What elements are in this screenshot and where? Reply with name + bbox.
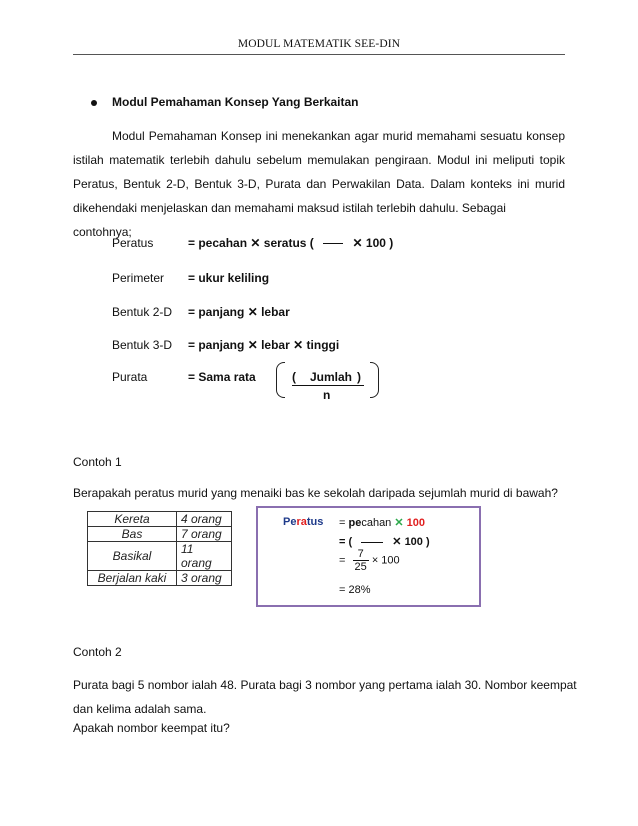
def-eq-bentuk3d: = panjang ✕ lebar ✕ tinggi [188, 338, 340, 352]
purata-denominator: n [323, 388, 331, 402]
solution-eq1: = pecahan ✕ 100 [339, 517, 426, 529]
contoh2-line3: Apakah nombor keempat itu? [73, 721, 230, 735]
fraction-line [361, 542, 383, 543]
bullet-icon [91, 100, 97, 106]
table-row [88, 542, 232, 571]
header-rule [73, 54, 565, 55]
purata-numerator: Jumlah [310, 370, 353, 384]
def-term-peratus: Peratus [112, 236, 154, 250]
fraction-line [323, 243, 343, 244]
table-cell: Bas [88, 527, 177, 542]
solution-eq4: = 28% [339, 584, 371, 596]
contoh1-heading: Contoh 1 [73, 455, 122, 469]
contoh2-line1: Purata bagi 5 nombor ialah 48. Purata bagi 3 nombor yang pertama ialah 30. Nombor keempat [73, 678, 577, 692]
paragraph-line-1: Modul Pemahaman Konsep ini menekankan agar murid memahami sesuatu konsep [112, 129, 565, 143]
table-cell: 7 orang [177, 527, 232, 542]
table-cell: 11 orang [177, 542, 232, 571]
def-eq-purata: = Sama rata [188, 370, 256, 384]
def-term-bentuk3d: Bentuk 3-D [112, 338, 173, 352]
paragraph-line-3: Peratus, Bentuk 2-D, Bentuk 3-D, Purata dan Perwakilan Data. Dalam konteks ini murid [73, 177, 565, 191]
contoh1-question: Berapakah peratus murid yang menaiki bas ke sekolah daripada sejumlah murid di bawah? [73, 486, 558, 500]
purata-open-paren: ( [292, 370, 296, 384]
fraction: $\frac{7}{25}$ [354, 548, 367, 573]
times-icon: ✕ [250, 236, 261, 250]
table-row [88, 512, 232, 527]
contoh2-line2: dan kelima adalah sama. [73, 702, 207, 716]
table-cell: 4 orang [177, 512, 232, 527]
times-icon: ✕ [352, 236, 363, 250]
solution-eq3: = $\frac{7}{25}$ × 100 [339, 548, 400, 573]
solution-word-peratus: Peratus [283, 516, 324, 528]
def-term-perimeter: Perimeter [112, 271, 165, 285]
times-icon: ✕ [392, 536, 402, 548]
contoh1-table-wrap [87, 511, 232, 586]
def-term-purata: Purata [112, 370, 148, 384]
bracket-left [276, 362, 285, 398]
def-eq-bentuk2d: = panjang ✕ lebar [188, 305, 290, 319]
purata-fraction-line [292, 385, 364, 386]
table-row [88, 527, 232, 542]
times-icon: ✕ [247, 305, 258, 319]
table-cell: Kereta [88, 512, 177, 527]
paragraph-line-2: istilah matematik terlebih dahulu sebelum memulakan pengiraan. Modul ini meliputi topik [73, 153, 565, 167]
contoh2-heading: Contoh 2 [73, 645, 122, 659]
def-eq-peratus: = pecahan ✕ seratus ( ✕ 100 ) [188, 236, 394, 250]
def-eq-perimeter: = ukur keliling [188, 271, 270, 285]
solution-eq2: = ( ✕ 100 ) [339, 536, 430, 548]
times-icon: ✕ [293, 338, 304, 352]
times-icon: ✕ [247, 338, 258, 352]
bracket-right [370, 362, 379, 398]
purata-close-paren: ) [357, 370, 361, 384]
table-cell: Berjalan kaki [88, 571, 177, 586]
times-icon: ✕ [394, 517, 404, 529]
paragraph-line-4: dikehendaki menjelaskan dan memahami maksud istilah terlebih dahulu. Sebagai contohnya; [73, 201, 506, 239]
page-header: MODUL MATEMATIK SEE-DIN [237, 38, 401, 50]
table-cell: 3 orang [177, 571, 232, 586]
section-title: Modul Pemahaman Konsep Yang Berkaitan [112, 95, 359, 109]
table-cell: Basikal [88, 542, 177, 571]
contoh1-table [87, 511, 232, 586]
table-row [88, 571, 232, 586]
def-term-bentuk2d: Bentuk 2-D [112, 305, 173, 319]
